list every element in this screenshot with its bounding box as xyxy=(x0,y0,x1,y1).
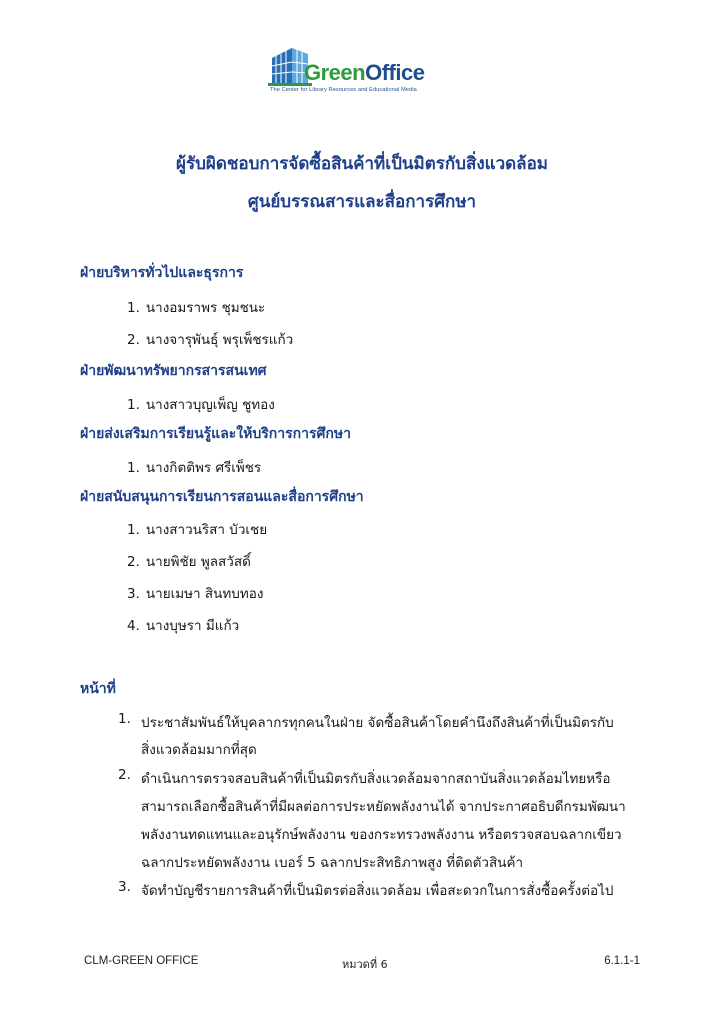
member-name: นางสาวบุญเพ็ญ ชูทอง xyxy=(145,397,275,413)
member-name: นางสาวนริสา บัวเชย xyxy=(145,522,268,538)
member-number: 1. xyxy=(127,397,140,413)
member-number: 2. xyxy=(127,332,140,348)
member-item xyxy=(127,582,263,604)
member-number: 2. xyxy=(127,554,140,570)
duty-text-line: ฉลากประหยัดพลังงาน เบอร์ 5 ฉลากประสิทธิภาพสูง ที่ติดตัวสินค้า xyxy=(141,855,524,871)
duty-text-line: สิ่งแวดล้อมมากที่สุด xyxy=(141,742,257,758)
duty-text-line: ดำเนินการตรวจสอบสินค้าที่เป็นมิตรกับสิ่งแวดล้อมจากสถาบันสิ่งแวดล้อมไทยหรือ xyxy=(141,771,611,787)
member-item xyxy=(127,518,267,540)
member-item xyxy=(127,296,265,318)
duties-heading: หน้าที่ xyxy=(80,681,116,697)
duty-text-line: จัดทำบัญชีรายการสินค้าที่เป็นมิตรต่อสิ่งแวดล้อม เพื่อสะดวกในการสั่งซื้อครั้งต่อไป xyxy=(141,883,614,899)
member-item xyxy=(127,550,251,572)
document-subtitle: ศูนย์บรรณสารและสื่อการศึกษา xyxy=(247,192,477,212)
duty-number: 1. xyxy=(118,711,131,727)
member-number: 4. xyxy=(127,618,140,634)
section-heading: ฝ่ายพัฒนาทรัพยากรสารสนเทศ xyxy=(80,363,267,379)
member-item xyxy=(127,614,239,636)
member-item xyxy=(127,393,275,415)
logo-word-green: Green xyxy=(304,60,366,85)
member-number: 1. xyxy=(127,300,140,316)
duty-text-line: พลังงานทดแทนและอนุรักษ์พลังงาน ของกระทรวงพลังงาน หรือตรวจสอบฉลากเขียว xyxy=(141,827,622,843)
footer-page-number: 6.1.1-1 xyxy=(604,955,640,967)
member-name: นายพิชัย พูลสวัสดิ์ xyxy=(145,554,251,570)
footer-section-label: หมวดที่ 6 xyxy=(342,958,388,971)
member-number: 1. xyxy=(127,460,140,476)
logo-word-office: Office xyxy=(365,60,425,85)
member-name: นางบุษรา มีแก้ว xyxy=(145,618,240,634)
member-item xyxy=(127,456,261,478)
duty-number: 2. xyxy=(118,767,131,783)
duty-number: 3. xyxy=(118,879,131,895)
duty-text-line: ประชาสัมพันธ์ให้บุคลากรทุกคนในฝ่าย จัดซื้อสินค้าโดยคำนึงถึงสินค้าที่เป็นมิตรกับ xyxy=(141,715,614,731)
member-item xyxy=(127,328,293,350)
document-title: ผู้รับผิดชอบการจัดซื้อสินค้าที่เป็นมิตรกับสิ่งแวดล้อม xyxy=(176,154,548,174)
duty-text-line: สามารถเลือกซื้อสินค้าที่มีผลต่อการประหยัดพลังงานได้ จากประกาศอธิบดีกรมพัฒนา xyxy=(141,799,626,815)
section-heading: ฝ่ายส่งเสริมการเรียนรู้และให้บริการการศึกษา xyxy=(80,426,351,442)
member-name: นายเมษา สินทบทอง xyxy=(145,586,264,602)
member-name: นางกิตติพร ศรีเพ็ชร xyxy=(145,460,262,476)
member-number: 3. xyxy=(127,586,140,602)
footer-document-code: CLM-GREEN OFFICE xyxy=(84,955,199,967)
logo-wordmark xyxy=(304,60,424,86)
member-name: นางอมราพร ชุมชนะ xyxy=(145,300,266,316)
section-heading: ฝ่ายสนับสนุนการเรียนการสอนและสื่อการศึกษา xyxy=(80,489,364,505)
member-name: นางจารุพันธุ์ พรุเพ็ชรแก้ว xyxy=(145,332,294,348)
green-office-logo xyxy=(268,44,448,100)
section-heading: ฝ่ายบริหารทั่วไปและธุรการ xyxy=(80,265,244,281)
member-number: 1. xyxy=(127,522,140,538)
logo-tagline: The Center for Library Resources and Educational Media xyxy=(270,87,417,93)
